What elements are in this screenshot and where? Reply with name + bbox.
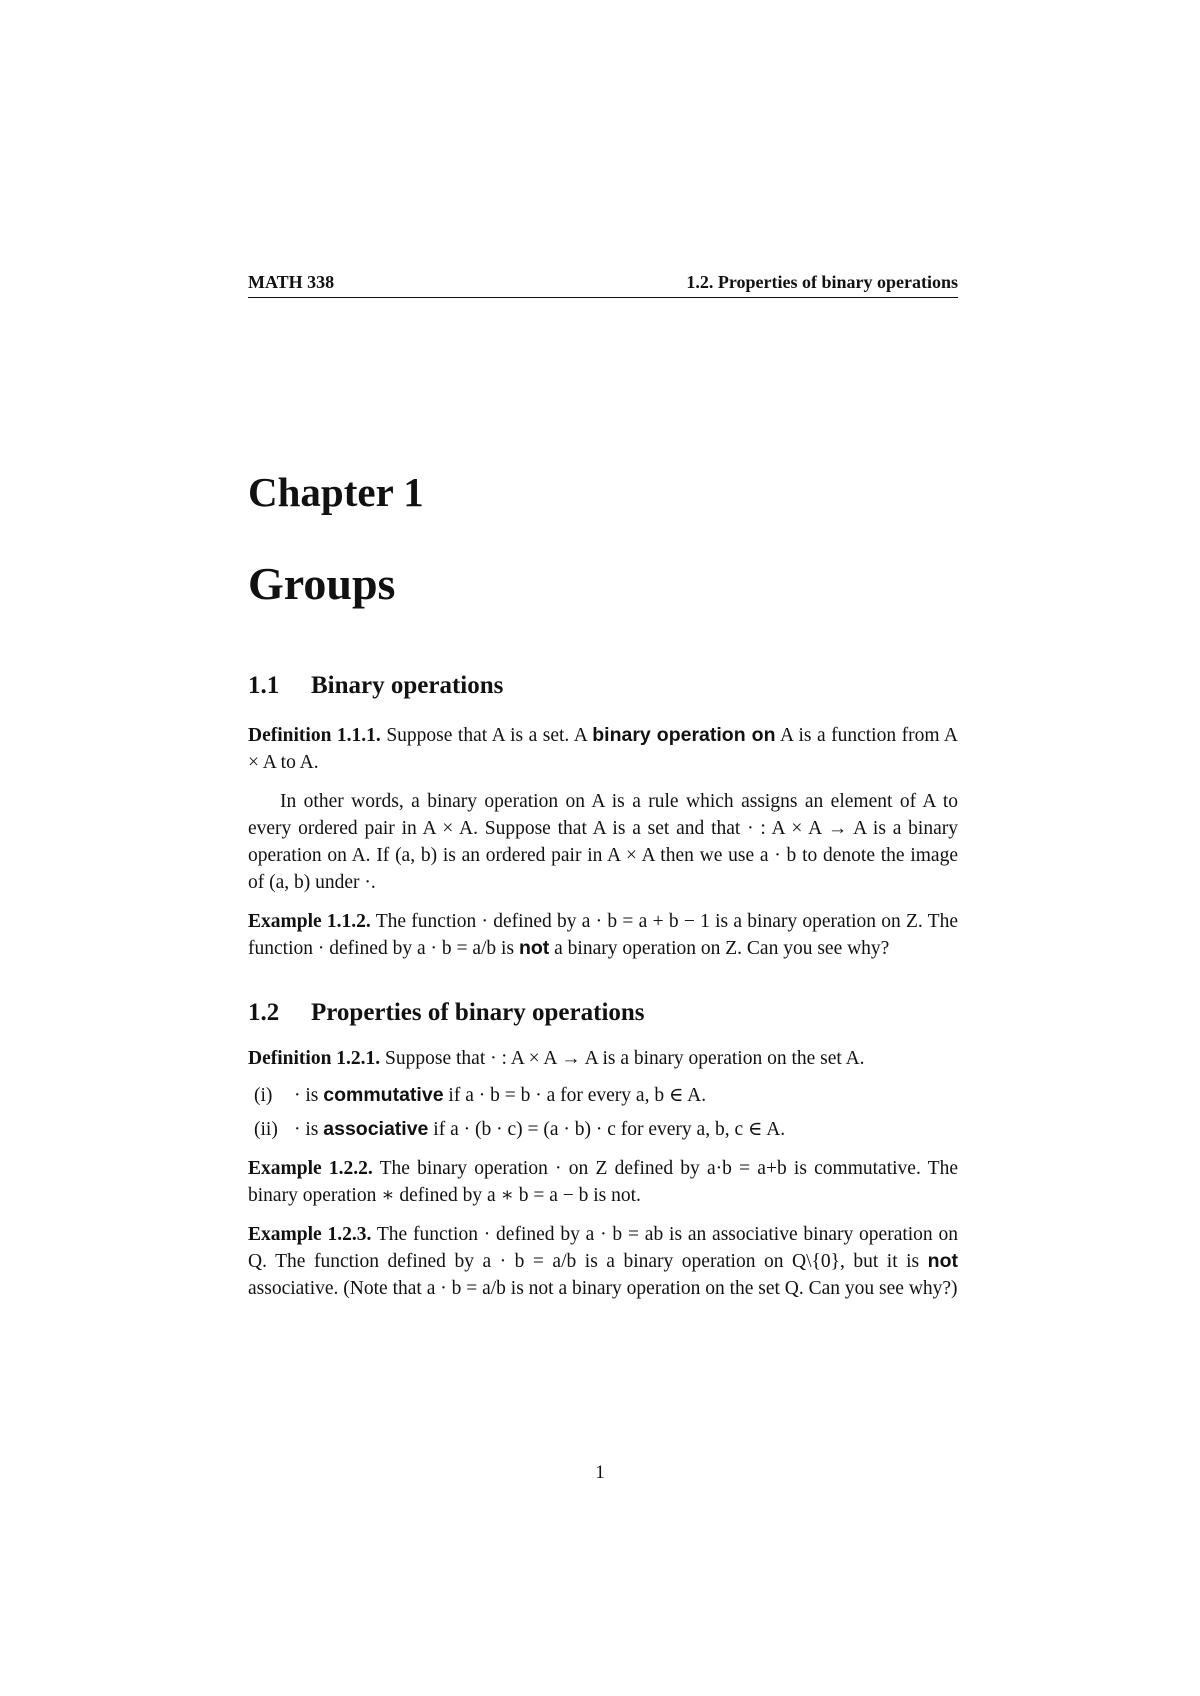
definition-text: Suppose that · : A × A → A is a binary operation on the set A. xyxy=(385,1048,865,1069)
definition-lead: Definition 1.2.1. xyxy=(248,1048,381,1069)
header-course: MATH 338 xyxy=(248,272,335,292)
section-number: 1.2 xyxy=(248,999,280,1026)
property-list xyxy=(248,1082,958,1143)
example-text-b: a binary operation on Z. Can you see why? xyxy=(549,938,890,959)
chapter-label: Chapter 1 xyxy=(248,469,424,515)
property-item-commutative xyxy=(248,1082,958,1109)
example-text-a: The function · defined by a · b = a + b − 1 is a binary operation on Z. The function · defined by a · b = a/b is xyxy=(248,911,958,959)
running-header xyxy=(248,272,958,298)
definition-term: binary operation on xyxy=(592,724,776,746)
page-number: 1 xyxy=(595,1462,605,1483)
example-term: not xyxy=(518,937,550,959)
example-lead: Example 1.2.3. xyxy=(248,1224,372,1245)
item-text-b: if a · (b · c) = (a · b) · c for every a, b, c ∈ A. xyxy=(428,1119,786,1140)
example-text-b: associative. (Note that a · b = a/b is not a binary operation on the set Q. Can you see why?) xyxy=(248,1278,958,1299)
item-label: (ii) xyxy=(254,1119,278,1140)
header-section: 1.2. Properties of binary operations xyxy=(686,272,958,292)
item-label: (i) xyxy=(254,1085,273,1106)
definition-text-a: Suppose that A is a set. A xyxy=(386,725,593,746)
section-number: 1.1 xyxy=(248,672,280,699)
example-text: The binary operation · on Z defined by a·b = a+b is commutative. The binary operation ∗ defined by a ∗ b = a − b is not. xyxy=(248,1158,958,1206)
item-text-a: · is xyxy=(294,1085,324,1106)
example-lead: Example 1.2.2. xyxy=(248,1158,373,1179)
item-text-a: · is xyxy=(294,1119,324,1140)
section-title: Binary operations xyxy=(311,672,504,699)
section-heading-1-2 xyxy=(248,1000,958,1025)
item-term: commutative xyxy=(323,1084,444,1106)
example-1-2-2 xyxy=(248,1155,958,1209)
definition-1-2-1 xyxy=(248,1045,958,1072)
property-item-associative xyxy=(248,1116,958,1143)
definition-1-1-1 xyxy=(248,722,958,776)
example-1-1-2 xyxy=(248,908,958,962)
item-text xyxy=(294,1116,785,1143)
paragraph-binary-rule: In other words, a binary operation on A is a rule which assigns an element of A to every ordered pair in A × A. Suppose that A is a set and that · : A × A → A is a binary operation on A. If (a, b) is an ordered pair in A × A then we use a · b to denote the image of (a, b) under ·. xyxy=(248,791,958,893)
item-text-b: if a · b = b · a for every a, b ∈ A. xyxy=(443,1085,707,1106)
example-term: not xyxy=(927,1250,958,1272)
page-body xyxy=(248,272,958,1302)
definition-text-b: A is a function from A × A to A. xyxy=(248,725,959,773)
item-term: associative xyxy=(323,1118,429,1140)
example-lead: Example 1.1.2. xyxy=(248,911,371,932)
chapter-title: Groups xyxy=(248,558,396,609)
section-title: Properties of binary operations xyxy=(311,999,645,1026)
definition-lead: Definition 1.1.1. xyxy=(248,725,381,746)
section-heading-1-1 xyxy=(248,673,958,698)
example-text-a: The function · defined by a · b = ab is an associative binary operation on Q. The function defined by a · b = a/b is a binary operation on Q\{0}, but it is xyxy=(248,1224,958,1272)
example-1-2-3 xyxy=(248,1221,958,1302)
item-text xyxy=(294,1082,706,1109)
